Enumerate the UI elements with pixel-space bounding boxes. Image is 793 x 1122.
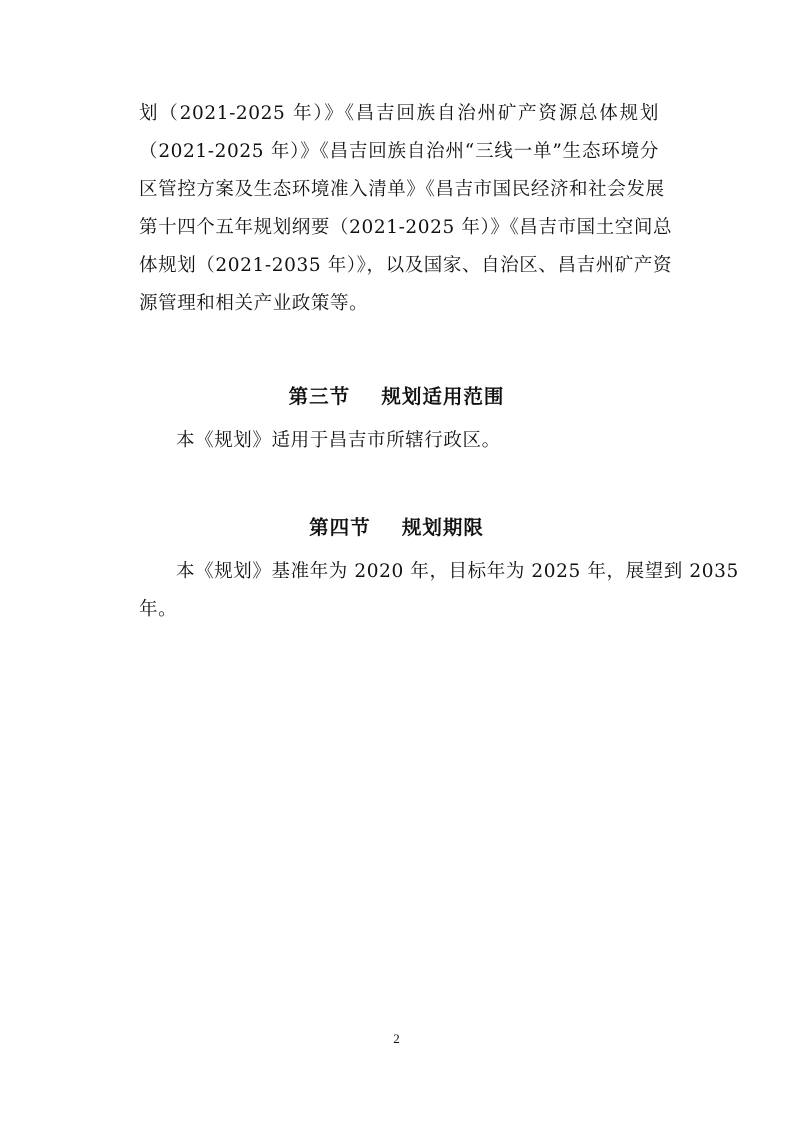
paragraph-line: （2021-2025 年）》《昌吉回族自治州“三线一单”生态环境分: [139, 141, 659, 162]
section-4-heading: 第四节 规划期限: [309, 516, 484, 539]
paragraph-line: 年。: [139, 599, 178, 620]
paragraph-line: 体规划（2021-2035 年）》，以及国家、自治区、昌吉州矿产资: [139, 255, 673, 276]
paragraph-line: 本《规划》适用于昌吉市所辖行政区。: [176, 430, 501, 451]
paragraph-line: 源管理和相关产业政策等。: [139, 293, 369, 314]
paragraph-line: 划（2021-2025 年）》《昌吉回族自治州矿产资源总体规划: [139, 103, 659, 124]
paragraph-line: 本《规划》基准年为 2020 年，目标年为 2025 年，展望到 2035: [176, 561, 739, 582]
page-number: 2: [393, 1031, 400, 1046]
paragraph-line: 区管控方案及生态环境准入清单》《昌吉市国民经济和社会发展: [139, 179, 665, 200]
section-3-body: [139, 422, 659, 460]
section-3-heading: 第三节 规划适用范围: [288, 385, 505, 408]
intro-paragraph: [139, 95, 673, 323]
section-4-body: [139, 553, 739, 629]
paragraph-line: 第十四个五年规划纲要（2021-2025 年）》《昌吉市国土空间总: [139, 217, 673, 238]
